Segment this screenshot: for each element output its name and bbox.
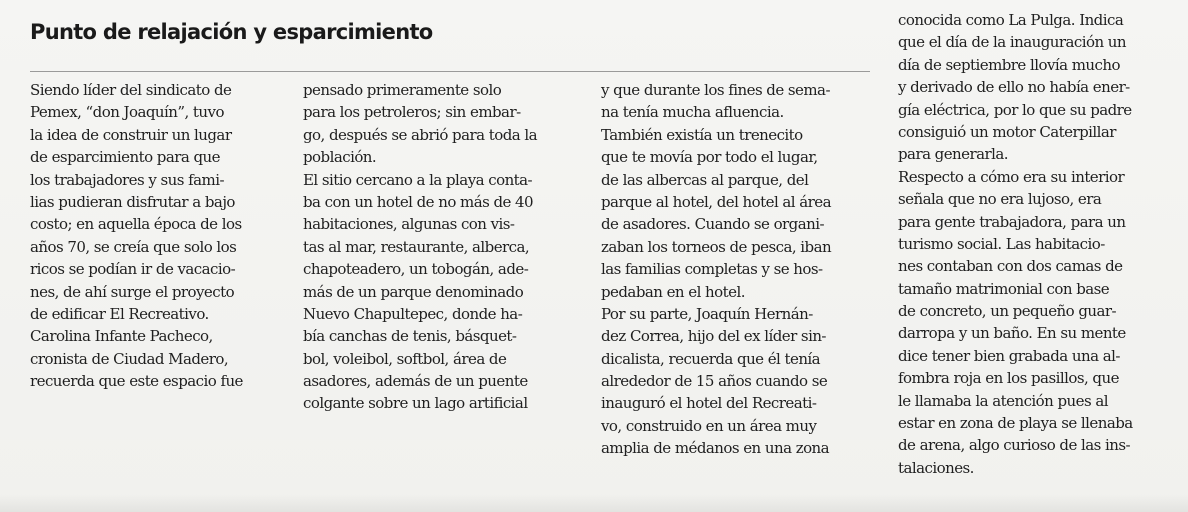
article-text-line: que te movía por todo el lugar, (601, 148, 818, 167)
article-text-line: día de septiembre llovía mucho (898, 55, 1120, 74)
article-text-line: estar en zona de playa se llenaba (898, 414, 1133, 433)
article-text-line: ricos se podían ir de vacacio- (30, 260, 236, 279)
article-text-line: darropa y un baño. En su mente (898, 324, 1126, 343)
article-text-line: fombra roja en los pasillos, que (898, 369, 1119, 388)
article-text-line: población. (303, 148, 377, 167)
article-text-line: años 70, se creía que solo los (30, 237, 237, 256)
article-text-line: las familias completas y se hos- (601, 260, 823, 279)
text-column-3 (601, 79, 873, 460)
article-text-line: los trabajadores y sus fami- (30, 170, 224, 189)
article-text-line: de concreto, un pequeño guar- (898, 302, 1117, 321)
article-text-line: de las albercas al parque, del (601, 170, 809, 189)
heading-divider (30, 71, 870, 72)
article-text-line: dice tener bien grabada una al- (898, 346, 1120, 365)
article-text-line: cronista de Ciudad Madero, (30, 349, 229, 368)
article-text-line: nes, de ahí surge el proyecto (30, 282, 235, 301)
article-text-line: le llamaba la atención pues al (898, 391, 1108, 410)
article-text-line: amplia de médanos en una zona (601, 439, 830, 458)
article-text-line: vo, construido en un área muy (601, 416, 817, 435)
article-text-line: nes contaban con dos camas de (898, 257, 1123, 276)
article-text-line: costo; en aquella época de los (30, 215, 242, 234)
article-text-line: asadores, además de un puente (303, 372, 528, 391)
article-text-line: zaban los torneos de pesca, iban (601, 237, 832, 256)
text-column-1 (30, 79, 280, 392)
article-text-line: para generarla. (898, 145, 1008, 164)
article-text-line: parque al hotel, del hotel al área (601, 192, 832, 211)
article-text-line: más de un parque denominado (303, 282, 524, 301)
article-text-line: colgante sobre un lago artificial (303, 394, 528, 413)
article-text-line: El sitio cercano a la playa conta- (303, 170, 533, 189)
article-heading: Punto de relajación y esparcimiento (30, 20, 433, 44)
article-text-line: Pemex, “don Joaquín”, tuvo (30, 103, 224, 122)
article-text-line: dicalista, recuerda que él tenía (601, 349, 821, 368)
text-column-2 (303, 79, 575, 415)
article-text-line: tamaño matrimonial con base (898, 279, 1110, 298)
article-text-line: Carolina Infante Pacheco, (30, 327, 213, 346)
article-text-line: na tenía mucha afluencia. (601, 103, 784, 122)
article-text-line: tas al mar, restaurante, alberca, (303, 237, 530, 256)
article-text-line: dez Correa, hijo del ex líder sin- (601, 327, 826, 346)
article-text-line: go, después se abrió para toda la (303, 125, 537, 144)
article-text-line: consiguió un motor Caterpillar (898, 122, 1116, 141)
article-text-line: de asadores. Cuando se organi- (601, 215, 825, 234)
article-text-line: que el día de la inauguración un (898, 33, 1127, 52)
article-text-line: También existía un trenecito (601, 125, 803, 144)
article-text-line: turismo social. Las habitacio- (898, 234, 1105, 253)
article-text-line: talaciones. (898, 458, 974, 477)
article-text-line: y derivado de ello no había ener- (898, 78, 1130, 97)
article-text-line: y que durante los fines de sema- (601, 81, 830, 99)
article-text-line: habitaciones, algunas con vis- (303, 215, 515, 234)
article-text-line: gía eléctrica, por lo que su padre (898, 100, 1132, 119)
article-text-line: ba con un hotel de no más de 40 (303, 192, 534, 211)
article-text-line: pedaban en el hotel. (601, 282, 745, 301)
article-text-line: pensado primeramente solo (303, 81, 502, 99)
article-text-line: inauguró el hotel del Recreati- (601, 394, 817, 413)
article-text-line: Siendo líder del sindicato de (30, 81, 232, 99)
article-text-line: lias pudieran disfrutar a bajo (30, 192, 235, 211)
article-text-line: Respecto a cómo era su interior (898, 167, 1125, 186)
page-edge-shadow (0, 494, 1188, 512)
article-text-line: Nuevo Chapultepec, donde ha- (303, 304, 523, 323)
article-text-line: para gente trabajadora, para un (898, 212, 1126, 231)
article-text-line: bía canchas de tenis, básquet- (303, 327, 517, 346)
article-text-line: la idea de construir un lugar (30, 125, 232, 144)
article-text-line: bol, voleibol, softbol, área de (303, 349, 507, 368)
article-text-line: chapoteadero, un tobogán, ade- (303, 260, 529, 279)
article-text-line: conocida como La Pulga. Indica (898, 11, 1124, 29)
article-text-line: recuerda que este espacio fue (30, 372, 243, 391)
article-text-line: señala que no era lujoso, era (898, 190, 1102, 209)
article-text-line: alrededor de 15 años cuando se (601, 372, 828, 391)
article-text-line: de arena, algo curioso de las ins- (898, 436, 1131, 455)
article-text-line: para los petroleros; sin embar- (303, 103, 521, 122)
article-text-line: de esparcimiento para que (30, 148, 220, 167)
text-column-4 (898, 9, 1188, 479)
article-text-line: Por su parte, Joaquín Hernán- (601, 304, 813, 323)
article-text-line: de edificar El Recreativo. (30, 304, 209, 323)
